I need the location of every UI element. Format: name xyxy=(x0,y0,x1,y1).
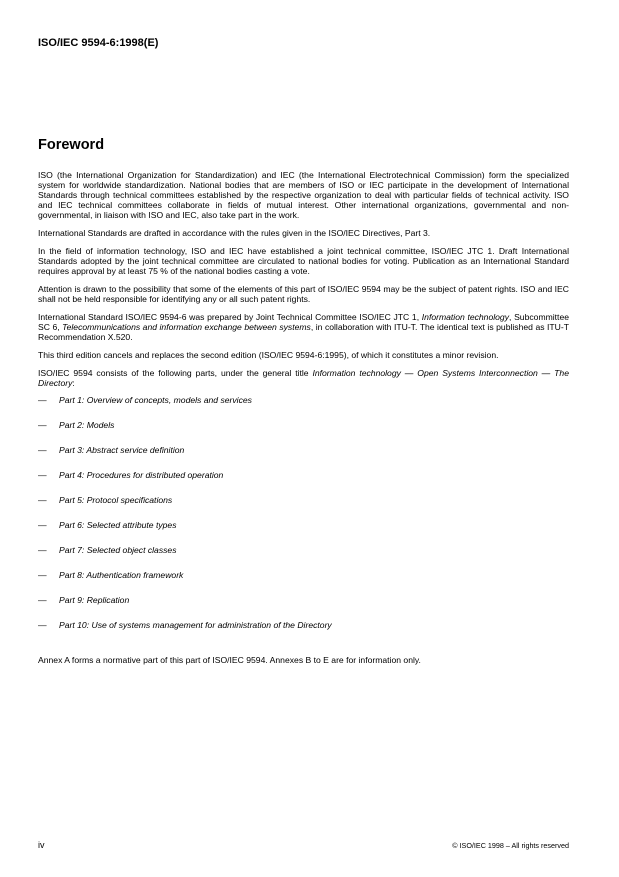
foreword-body xyxy=(38,170,569,673)
list-item xyxy=(38,520,569,545)
list-item-text: Part 10: Use of systems management for administration of the Directory xyxy=(59,620,332,631)
paragraph-parts-intro xyxy=(38,368,569,388)
paragraph-annexes: Annex A forms a normative part of this part of ISO/IEC 9594. Annexes B to E are for information only. xyxy=(38,655,421,666)
parts-list xyxy=(38,395,569,640)
parts-intro-colon: : xyxy=(72,378,75,389)
dash-bullet: — xyxy=(38,495,47,506)
page-number: iv xyxy=(38,840,45,850)
prepared-by-subcommittee: Telecommunications and information exchange between systems xyxy=(62,322,311,333)
parts-intro-text: ISO/IEC 9594 consists of the following parts, under the general title xyxy=(38,368,313,379)
list-item xyxy=(38,470,569,495)
paragraph-jtc1: In the field of information technology, ISO and IEC have established a joint technical committee, ISO/IEC JTC 1. Draft International Standards adopted by the joint technical committee are circulated to national bodies for voting. Publication as an International Standard requires approval by at least 75 % of the national bodies casting a vote. xyxy=(38,246,569,277)
paragraph-edition: This third edition cancels and replaces the second edition (ISO/IEC 9594-6:1995), of which it constitutes a minor revision. xyxy=(38,350,499,361)
list-item xyxy=(38,495,569,520)
dash-bullet: — xyxy=(38,520,47,531)
list-item-text: Part 3: Abstract service definition xyxy=(59,445,185,456)
paragraph-prepared-by xyxy=(38,312,569,342)
parts-general-title: Information technology — Open Systems Interconnection — The Directory xyxy=(38,368,569,389)
dash-bullet: — xyxy=(38,545,47,556)
list-item xyxy=(38,445,569,470)
list-item-text: Part 9: Replication xyxy=(59,595,130,606)
paragraph-iso-iec: ISO (the International Organization for Standardization) and IEC (the International Electrotechnical Commission) form the specialized system for worldwide standardization. National bodies that are members of ISO or IEC participate in the development of International Standards through technical committees established by the respective organization to deal with particular fields of technical activity. ISO and IEC technical committees collaborate in fields of mutual interest. Other international organizations, governmental and non-governmental, in liaison with ISO and IEC, also take part in the work. xyxy=(38,170,569,221)
paragraph-directives: International Standards are drafted in accordance with the rules given in the ISO/IEC Directives, Part 3. xyxy=(38,228,431,239)
list-item xyxy=(38,545,569,570)
list-item xyxy=(38,570,569,595)
prepared-by-text-2: , Subcommittee SC 6, xyxy=(38,312,570,333)
list-item-text: Part 1: Overview of concepts, models and services xyxy=(59,395,252,406)
dash-bullet: — xyxy=(38,395,47,406)
dash-bullet: — xyxy=(38,595,47,606)
document-id: ISO/IEC 9594-6:1998(E) xyxy=(38,37,159,49)
dash-bullet: — xyxy=(38,445,47,456)
list-item xyxy=(38,620,569,640)
page-title: Foreword xyxy=(38,137,105,153)
list-item-text: Part 7: Selected object classes xyxy=(59,545,177,556)
list-item-text: Part 4: Procedures for distributed operation xyxy=(59,470,224,481)
copyright-notice: © ISO/IEC 1998 – All rights reserved xyxy=(452,841,569,850)
prepared-by-title: Information technology xyxy=(421,312,510,323)
list-item-text: Part 8: Authentication framework xyxy=(59,570,184,581)
dash-bullet: — xyxy=(38,570,47,581)
list-item xyxy=(38,595,569,620)
paragraph-patent: Attention is drawn to the possibility that some of the elements of this part of ISO/IEC 9594 may be the subject of patent rights. ISO and IEC shall not be held responsible for identifying any or all such patent rights. xyxy=(38,284,569,305)
list-item-text: Part 6: Selected attribute types xyxy=(59,520,177,531)
dash-bullet: — xyxy=(38,470,47,481)
list-item xyxy=(38,420,569,445)
prepared-by-text-3: , in collaboration with ITU-T. The identical text is published as ITU-T Recommendation X.520. xyxy=(38,322,569,343)
prepared-by-text-1: International Standard ISO/IEC 9594-6 was prepared by Joint Technical Committee ISO/IEC JTC 1, xyxy=(38,312,422,323)
dash-bullet: — xyxy=(38,420,47,431)
list-item xyxy=(38,395,569,420)
list-item-text: Part 5: Protocol specifications xyxy=(59,495,173,506)
list-item-text: Part 2: Models xyxy=(59,420,115,431)
dash-bullet: — xyxy=(38,620,47,631)
